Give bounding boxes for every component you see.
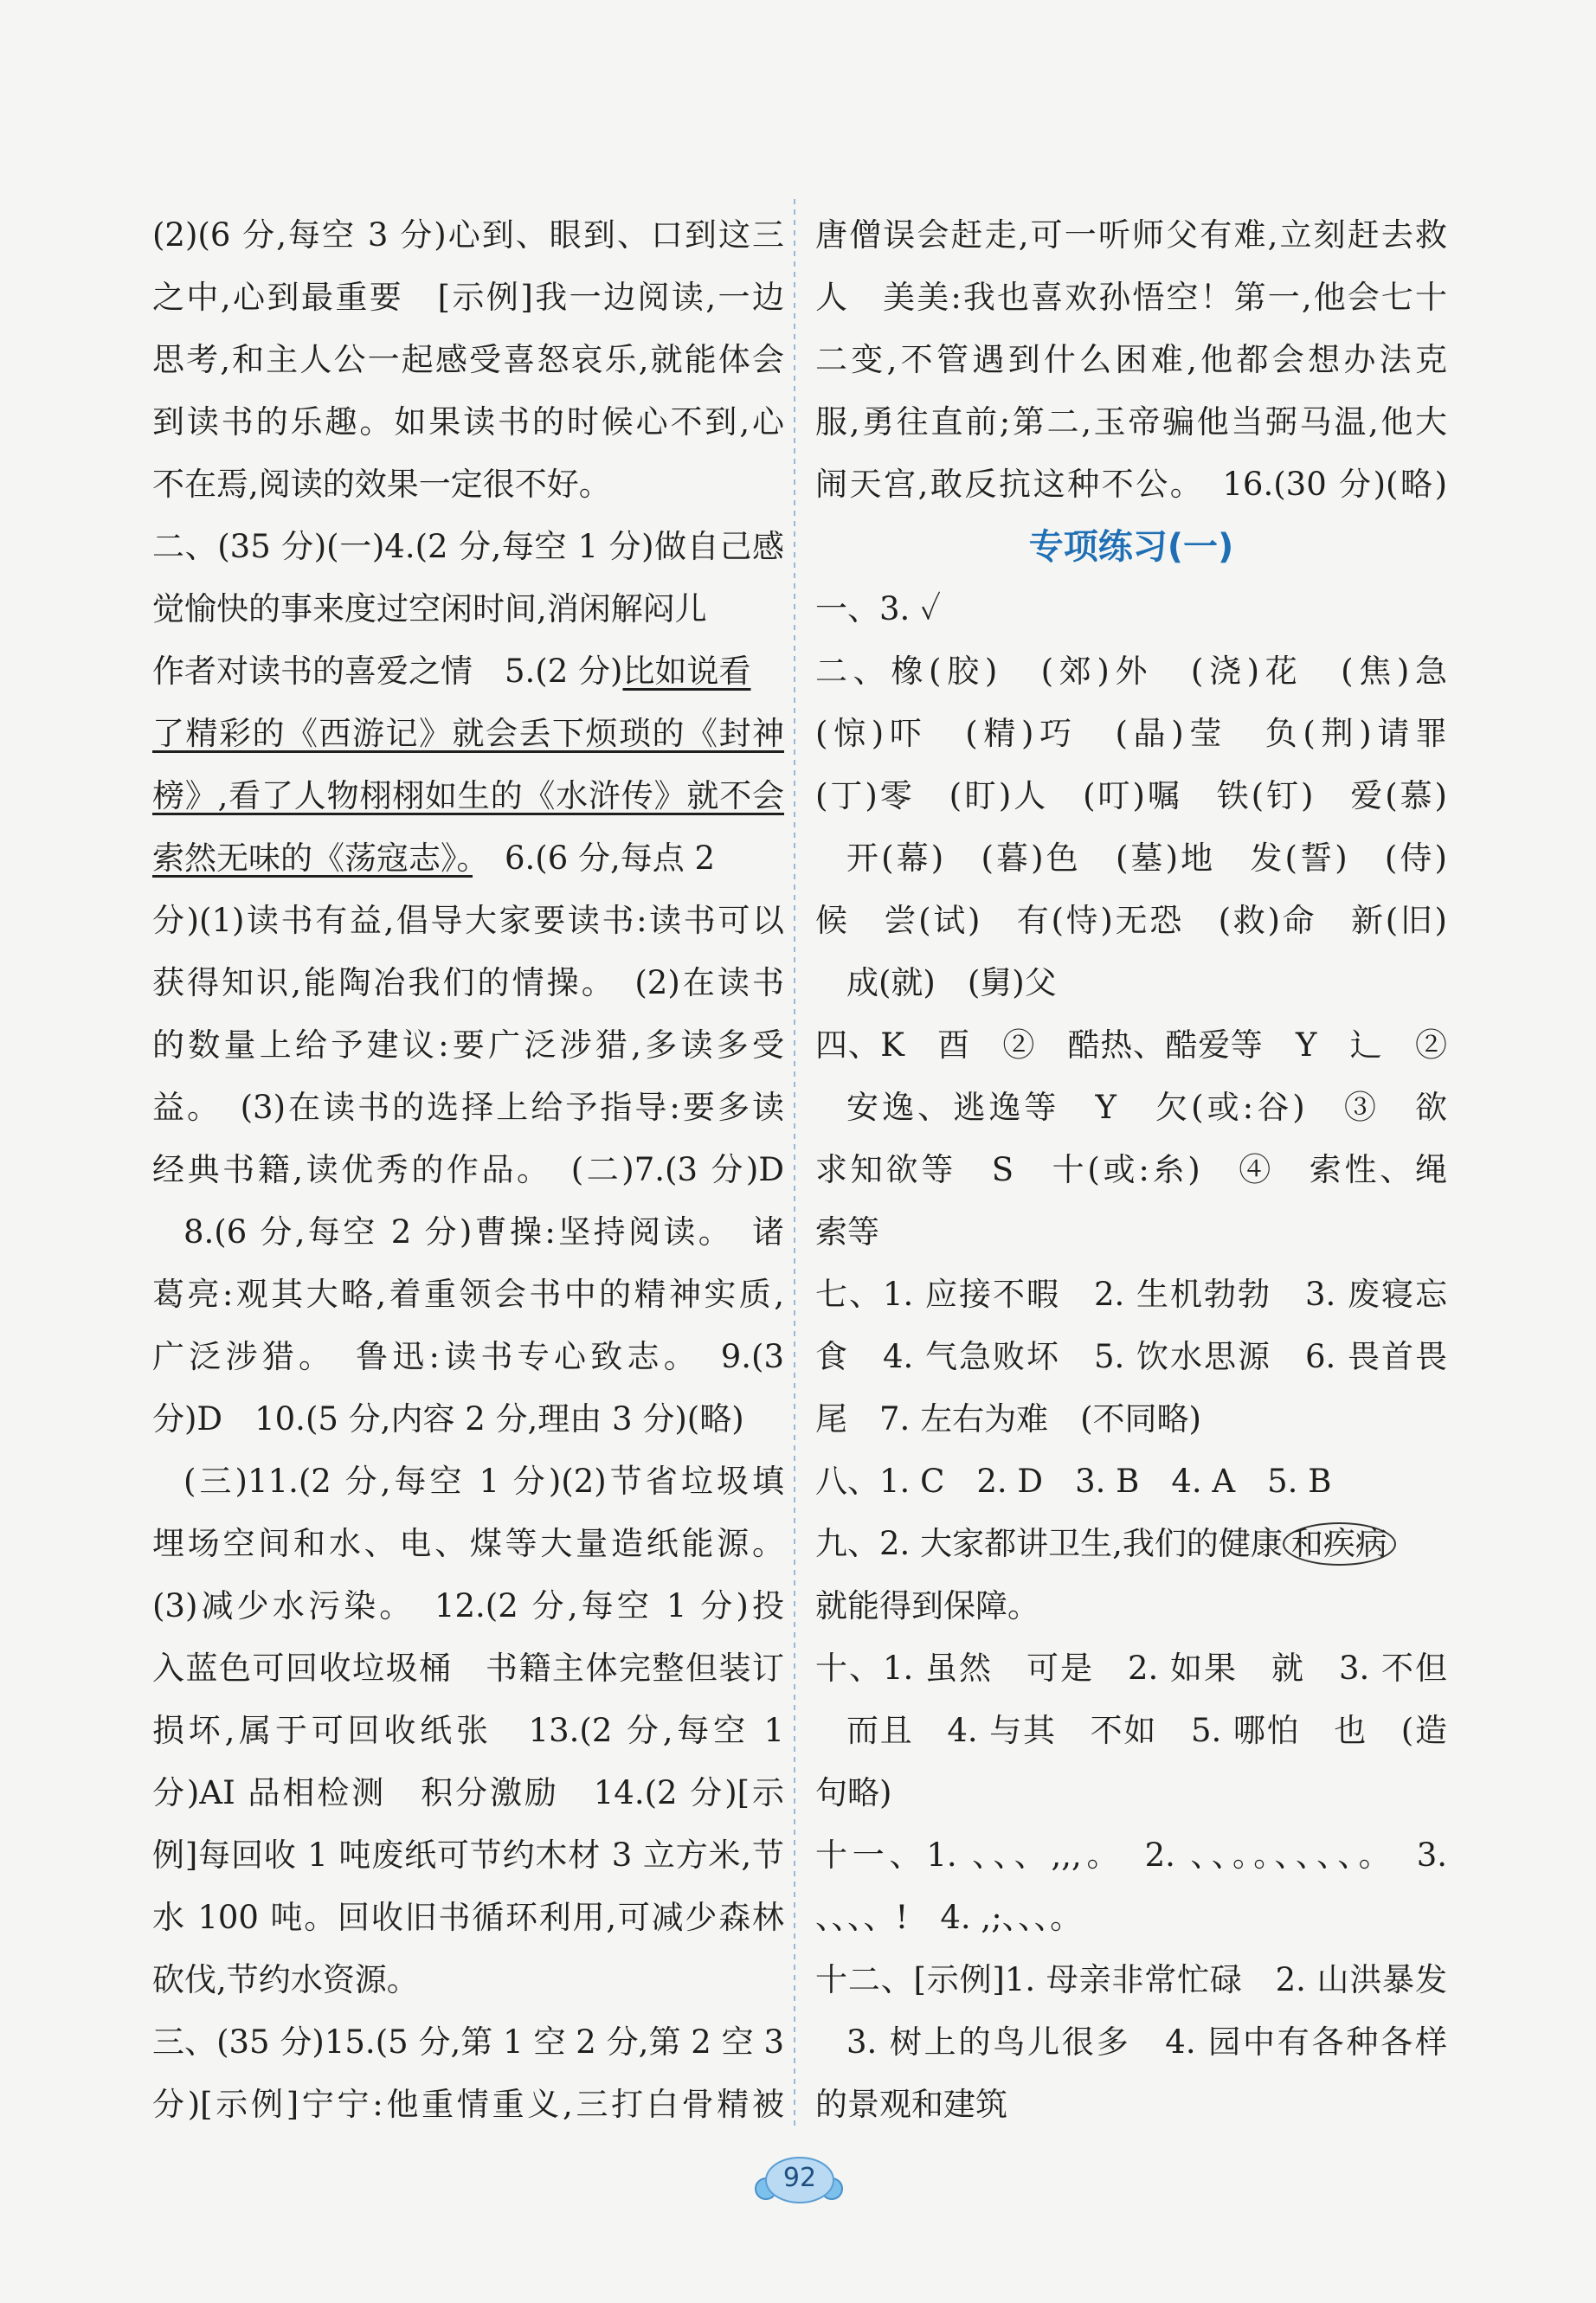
- text-line: 十、1. 虽然 可是 2. 如果 就 3. 不但: [815, 1650, 1447, 1687]
- text-line: 索等: [815, 1213, 879, 1251]
- text-line: 二、(35 分)(一)4.(2 分,每空 1 分)做自己感: [152, 528, 784, 565]
- text-line: (三)11.(2 分,每空 1 分)(2)节省垃圾填: [183, 1463, 784, 1500]
- text-line: [152, 640, 784, 703]
- underlined-line: 了精彩的《西游记》就会丢下烦琐的《封神: [152, 715, 784, 752]
- text-line: 经典书籍,读优秀的作品。 (二)7.(3 分)D: [152, 1151, 784, 1188]
- text-line: 损坏,属于可回收纸张 13.(2 分,每空 1: [152, 1712, 784, 1749]
- text-line: 分)D 10.(5 分,内容 2 分,理由 3 分)(略): [152, 1400, 744, 1438]
- text-line: 尾 7. 左右为难 (不同略): [815, 1400, 1201, 1438]
- left-column: [152, 204, 784, 2136]
- text-line: 分)AI 品相检测 积分激励 14.(2 分)[示: [152, 1774, 784, 1811]
- text-line: 食 4. 气急败坏 5. 饮水思源 6. 畏首畏: [815, 1338, 1447, 1375]
- right-column: [815, 204, 1447, 2136]
- text-line: 的景观和建筑: [815, 2086, 1007, 2123]
- text-line: 不在焉,阅读的效果一定很不好。: [152, 466, 611, 503]
- text-line: 8.(6 分,每空 2 分)曹操:坚持阅读。 诸: [183, 1213, 784, 1251]
- circled-text: 和疾病: [1283, 1522, 1396, 1566]
- text-line: 人 美美:我也喜欢孙悟空！第一,他会七十: [815, 279, 1447, 316]
- text-line: 二变,不管遇到什么困难,他都会想办法克: [815, 341, 1447, 378]
- text-line: 入蓝色可回收垃圾桶 书籍主体完整但装订: [152, 1650, 784, 1687]
- underlined-text: 索然无味的《荡寇志》。: [152, 840, 473, 877]
- page-number: 92: [782, 2163, 817, 2193]
- underlined-text: 比如说看: [622, 653, 751, 690]
- text-segment: 作者对读书的喜爱之情 5.(2 分): [152, 653, 623, 690]
- text-segment: 6.(6 分,每点 2: [473, 840, 716, 877]
- text-line: (丁)零 (盯)人 (叮)嘱 铁(钉) 爱(慕): [815, 777, 1447, 814]
- section-heading: 专项练习(一): [1028, 527, 1234, 567]
- text-segment: 九、2. 大家都讲卫生,我们的健康: [815, 1525, 1283, 1562]
- text-line: 三、(35 分)15.(5 分,第 1 空 2 分,第 2 空 3: [152, 2023, 784, 2061]
- text-line: 一、3. ✓: [815, 590, 941, 627]
- text-line: 十一、1. 、、、,,,。 2. 、、。。、、、、。 3.: [815, 1837, 1447, 1874]
- text-line: 开(幕) (暮)色 (墓)地 发(誓) (侍): [846, 840, 1447, 877]
- text-line: (惊)吓 (精)巧 (晶)莹 负(荆)请罪: [815, 715, 1447, 752]
- column-divider: [794, 199, 795, 2129]
- underlined-line: 榜》,看了人物栩栩如生的《水浒传》就不会: [152, 777, 784, 814]
- text-line: (2)(6 分,每空 3 分)心到、眼到、口到这三: [152, 216, 784, 254]
- text-line: 成(就) (舅)父: [846, 964, 1057, 1001]
- text-line: (3)减少水污染。 12.(2 分,每空 1 分)投: [152, 1587, 784, 1624]
- text-line: 四、K 酉 ② 酷热、酷爱等 Y 辶 ②: [815, 1026, 1447, 1064]
- text-line: 觉愉快的事来度过空闲时间,消闲解闷儿: [152, 590, 707, 627]
- text-line: 葛亮:观其大略,着重领会书中的精神实质,: [152, 1276, 784, 1313]
- text-line: 思考,和主人公一起感受喜怒哀乐,就能体会: [152, 341, 784, 378]
- text-line: 砍伐,节约水资源。: [152, 1961, 419, 1998]
- text-line: [152, 827, 784, 890]
- text-line: 候 尝(试) 有(恃)无恐 (救)命 新(旧): [815, 902, 1447, 939]
- text-line: 之中,心到最重要 [示例]我一边阅读,一边: [152, 279, 784, 316]
- text-line: 服,勇往直前;第二,玉帝骗他当弼马温,他大: [815, 403, 1447, 441]
- text-line: 而且 4. 与其 不如 5. 哪怕 也 (造: [846, 1712, 1447, 1749]
- text-line: 闹天宫,敢反抗这种不公。 16.(30 分)(略): [815, 466, 1447, 503]
- text-line: 句略): [815, 1774, 892, 1811]
- text-line: 二、橡(胶) (郊)外 (浇)花 (焦)急: [815, 653, 1447, 690]
- text-line: [815, 1513, 1447, 1575]
- text-line: 获得知识,能陶冶我们的情操。 (2)在读书: [152, 964, 784, 1001]
- text-line: 唐僧误会赶走,可一听师父有难,立刻赶去救: [815, 216, 1447, 254]
- text-line: 益。 (3)在读书的选择上给予指导:要多读: [152, 1089, 784, 1126]
- text-line: 水 100 吨。回收旧书循环利用,可减少森林: [152, 1899, 784, 1936]
- text-line: 、、、、! 4. ,;、、、。: [815, 1899, 1083, 1936]
- text-line: 七、1. 应接不暇 2. 生机勃勃 3. 废寝忘: [815, 1276, 1447, 1313]
- text-line: 八、1. C 2. D 3. B 4. A 5. B: [815, 1463, 1332, 1500]
- text-line: 3. 树上的鸟儿很多 4. 园中有各种各样: [846, 2023, 1447, 2061]
- text-line: 安逸、逃逸等 Y 欠(或:谷) ③ 欲: [846, 1089, 1447, 1126]
- text-line: 埋场空间和水、电、煤等大量造纸能源。: [152, 1525, 784, 1562]
- text-line: 分)(1)读书有益,倡导大家要读书:读书可以: [152, 902, 784, 939]
- text-line: 就能得到保障。: [815, 1587, 1039, 1624]
- text-line: 例]每回收 1 吨废纸可节约木材 3 立方米,节: [152, 1837, 784, 1874]
- text-line: 广泛涉猎。 鲁迅:读书专心致志。 9.(3: [152, 1338, 784, 1375]
- text-line: 到读书的乐趣。如果读书的时候心不到,心: [152, 403, 784, 441]
- text-line: 分)[示例]宁宁:他重情重义,三打白骨精被: [152, 2086, 784, 2123]
- text-line: 求知欲等 S 十(或:糸) ④ 索性、绳: [815, 1151, 1447, 1188]
- text-line: 十二、[示例]1. 母亲非常忙碌 2. 山洪暴发: [815, 1961, 1447, 1998]
- text-line: 的数量上给予建议:要广泛涉猎,多读多受: [152, 1026, 784, 1064]
- page-number-badge: [755, 2153, 841, 2205]
